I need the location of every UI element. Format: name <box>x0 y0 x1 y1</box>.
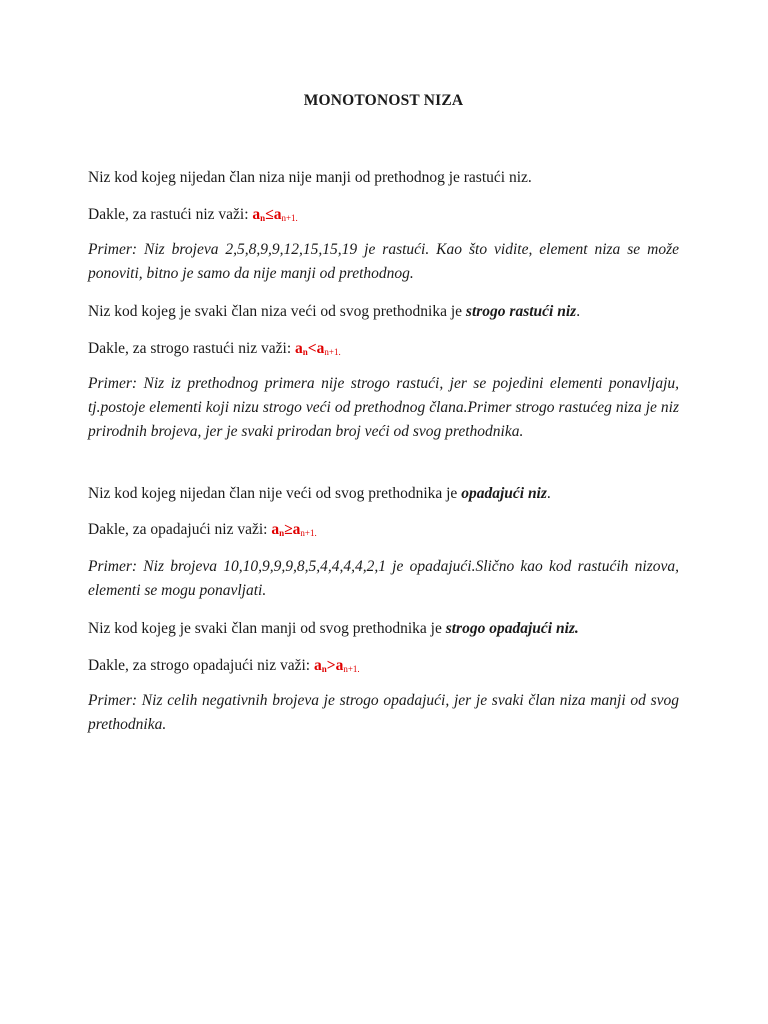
paragraph-decreasing-example: Primer: Niz brojeva 10,10,9,9,9,8,5,4,4,4,4,2,1 je opadajući.Slično kao kod rastućih nizova, elementi se mogu ponavljati. <box>88 558 679 599</box>
paragraph-definition-strictly-decreasing: Niz kod kojeg je svaki član manji od svog prethodnika je strogo opadajući niz. <box>88 620 579 637</box>
formula-decreasing: $a_n\ge a_{n+1.}$ <box>271 521 317 538</box>
term-decreasing: opadajući niz <box>461 485 547 502</box>
term-strictly-decreasing: strogo opadajući niz. <box>445 620 579 637</box>
paragraph-strictly-decreasing-example: Primer: Niz celih negativnih brojeva je strogo opadajući, jer je svaki član niza manji od svog prethodnika. <box>88 692 679 733</box>
paragraph-strictly-increasing-example: Primer: Niz iz prethodnog primera nije strogo rastući, jer se pojedini elementi ponavljaju, tj.postoje elementi koji nizu strogo veći od prethodnog člana.Primer strogo rastućeg niza je niz prirodnih brojeva, jer je svaki prirodan broj veći od svog prethodnika. <box>88 375 679 440</box>
paragraph-increasing-example: Primer: Niz brojeva 2,5,8,9,9,12,15,15,19 je rastući. Kao što vidite, element niza se može ponoviti, bitno je samo da nije manji od prethodnog. <box>88 241 679 282</box>
formula-increasing: $a_n\le a_{n+1.}$ <box>252 206 298 223</box>
term-strictly-increasing: strogo rastući niz <box>465 303 577 320</box>
formula-strictly-increasing: $a_n<a_{n+1.}$ <box>295 340 341 357</box>
paragraph-strictly-decreasing-condition: Dakle, za strogo opadajući niz važi: $a_n>a_{n+1.}$ <box>88 657 360 674</box>
paragraph-definition-strictly-increasing: Niz kod kojeg je svaki član niza veći od svog prethodnika je strogo rastući niz. <box>88 303 581 320</box>
page-title: MONOTONOST NIZA <box>303 92 464 109</box>
paragraph-increasing-condition: Dakle, za rastući niz važi: $a_n\le a_{n+1.}$ <box>88 206 298 223</box>
formula-strictly-decreasing: $a_n>a_{n+1.}$ <box>313 657 360 674</box>
paragraph-decreasing-condition: Dakle, za opadajući niz važi: $a_n\ge a_{n+1.}$ <box>88 521 317 538</box>
paragraph-definition-increasing: Niz kod kojeg nijedan član niza nije manji od prethodnog je rastući niz. <box>88 169 532 186</box>
paragraph-strictly-increasing-condition: Dakle, za strogo rastući niz važi: $a_n<a_{n+1.}$ <box>88 340 341 357</box>
paragraph-definition-decreasing: Niz kod kojeg nijedan član nije veći od svog prethodnika je opadajući niz. <box>88 485 551 502</box>
